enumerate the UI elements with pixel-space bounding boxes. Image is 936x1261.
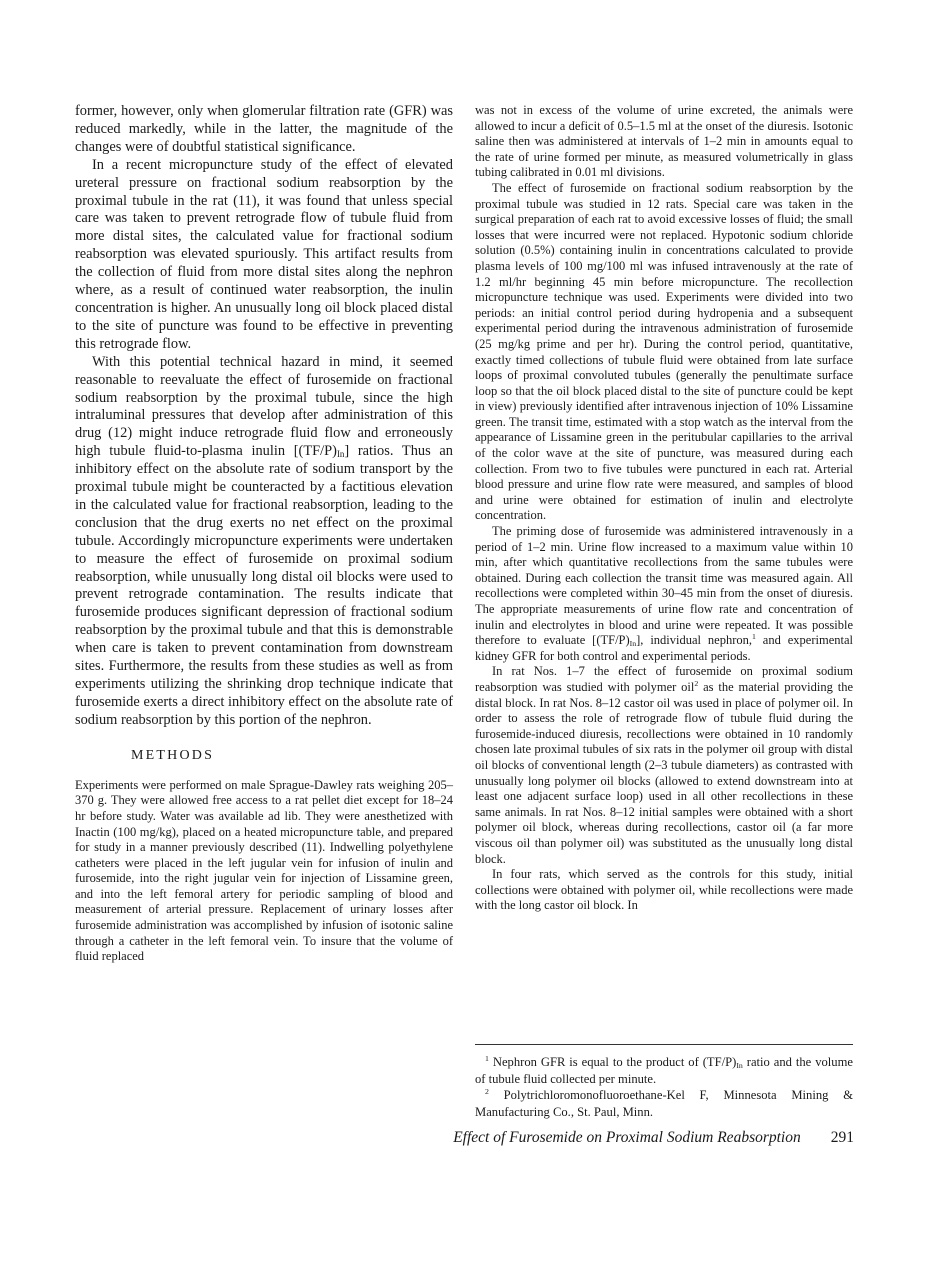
paragraph-methods-animals: Experiments were performed on male Sprague-Dawley rats weighing 205–370 g. They were allowed free access to a rat pellet diet except for 18–24 hr before study. Water was available ad lib. They were anesthetized with Inactin (100 mg/kg), placed on a heated micropuncture table, and prepared for study in a manner previously described (11). Indwelling polyethylene catheters were placed in the left jugular vein for infusion of inulin and furosemide, into the right jugular vein for injection of Lissamine green, and into the left femoral artery for periodic sampling of blood and measurement of arterial pressure. Replacement of urinary losses after furosemide administration was accomplished by infusion of isotonic saline through a catheter in the left femoral vein. To insure that the volume of fluid replaced bbox=[75, 777, 453, 964]
paragraph-text: as the material providing the distal block. In rat Nos. 8–12 castor oil was used in place of polymer oil. In order to assess the role of retrograde flow of tubule fluid during the furosemide-induced diuresis, recollections were obtained in 10 randomly chosen late proximal tubules of six rats in the polymer oil group with distal oil blocks of conventional length (2–3 tubule diameters) as contrasted with unusually long polymer oil blocks (allowed to extend downstream into at least one adjacent surface loop) used in all other recollections in these same animals. In rat Nos. 8–12 initial samples were obtained with a short polymer oil block, whereas during recollections, castor oil (a far more viscous oil than polymer oil) was substituted as the unusually long distal block. bbox=[475, 679, 853, 866]
paragraph-text: ] ratios. Thus an inhibitory effect on the absolute rate of sodium transport by the proximal tubule might be counteracted by a factitious elevation in the calculated value for fractional reabsorption, leading to the conclusion that the drug exerts no net effect on the proximal tubule. Accordingly micropuncture experiments were undertaken to measure the effect of furosemide on proximal sodium reabsorption, while unusually long distal oil blocks were used to prevent retrograde contamination. The results indicate that furosemide produces significant depression of fractional sodium reabsorption by the proximal tubule and that this is demonstrable when care is taken to prevent contamination from downstream sites. Furthermore, the results from these studies as well as from experiments utilizing the shrinking drop technique indicate that furosemide exerts a direct inhibitory effect on the absolute rate of sodium reabsorption by this portion of the nephron. bbox=[75, 443, 453, 728]
paragraph-text: The priming dose of furosemide was administered intravenously in a period of 1–2 min. Urine flow increased to a maximum value within 10 min, after which quantitative recollections from the same tubules were obtained. During each collection the transit time was measured again. All recollections were completed within 30–45 min from the onset of diuresis. The appropriate measurements of urine flow rate and concentration of inulin and electrolytes in blood and urine were repeated. It was possible therefore to evaluate [(TF/P) bbox=[475, 524, 853, 648]
paragraph-ureteral-pressure: In a recent micropuncture study of the effect of elevated ureteral pressure on fractional sodium reabsorption by the proximal tubule in the rat (11), it was found that unless special care was taken to prevent retrograde flow of tubule fluid from more distal sites, the calculated value for fractional sodium reabsorption was elevated spuriously. This artifact results from the collection of fluid from more distal sites along the nephron where, as a result of continued water reabsorption, the inulin concentration is higher. An unusually long oil block placed distal to the site of puncture was found to be effective in preventing this retrograde flow. bbox=[75, 156, 453, 352]
running-footer bbox=[453, 1129, 854, 1147]
footnote-1 bbox=[475, 1054, 853, 1087]
footnote-text: Polytrichloromonofluoroethane-Kel F, Minnesota Mining & Manufacturing Co., St. Paul, Minn. bbox=[475, 1088, 853, 1119]
footnote-mark-2: 2 bbox=[485, 1087, 489, 1096]
paragraph-priming-dose bbox=[475, 524, 853, 664]
paragraph-control-rats: In four rats, which served as the controls for this study, initial collections were obtained with polymer oil, while recollections were made with the long castor oil block. In bbox=[475, 867, 853, 913]
running-title: Effect of Furosemide on Proximal Sodium Reabsorption bbox=[453, 1129, 801, 1146]
right-column bbox=[475, 103, 853, 914]
paragraph-study-design: The effect of furosemide on fractional sodium reabsorption by the proximal tubule was studied in 12 rats. Special care was taken in the surgical preparation of each rat to avoid excessive losses of fluid; the small losses that were incurred were not replaced. Hypotonic sodium chloride solution (0.5%) containing inulin in concentrations calculated to provide plasma levels of 100 mg/100 ml was infused intravenously at the rate of 1.2 ml/hr beginning 45 min before micropuncture. The recollection micropuncture technique was used. Experiments were divided into two periods: an initial control period during hydropenia and a subsequent experimental period during the intravenous administration of furosemide (25 mg/kg prime and per hr). During the control period, quantitative, exactly timed collections of tubule fluid were obtained from late surface loops of proximal convoluted tubules (generally the penultimate surface loop so that the oil block placed distal to the site of puncture could be kept in view) previously identified after intravenous injection of 10% Lissamine green. The transit time, estimated with a stop watch as the interval from the appearance of Lissamine green in the peritubular capillaries to the arrival of the color wave at the site of puncture, was measured during each collection. From two to five tubules were punctured in each rat. Arterial blood pressure and urine flow rate were measured, and samples of blood and urine were obtained for estimation of inulin and electrolyte concentration. bbox=[475, 180, 853, 523]
page-number: 291 bbox=[830, 1129, 854, 1146]
footnote-text: ratio and the volume of tubule fluid collected per minute. bbox=[475, 1055, 853, 1086]
subscript-in: In bbox=[629, 638, 637, 648]
footnote-ref-2: 2 bbox=[694, 678, 699, 688]
paragraph-text: In rat Nos. 1–7 the effect of furosemide on proximal sodium reabsorption was studied with polymer oil bbox=[475, 664, 853, 694]
paragraph-saline-replacement: was not in excess of the volume of urine excreted, the animals were allowed to incur a deficit of 0.5–1.5 ml at the onset of the diuresis. Isotonic saline then was administered at intervals of 1–2 min in amounts equal to the rate of urine formed per minute, as measured volumetrically in glass tubing calibrated in 0.01 ml divisions. bbox=[475, 103, 853, 180]
paragraph-furosemide-rationale bbox=[75, 354, 453, 730]
footnote-ref-1: 1 bbox=[752, 632, 756, 642]
paragraph-oil-blocks bbox=[475, 664, 853, 867]
paragraph-text: ], individual nephron, bbox=[636, 633, 753, 648]
footnote-text: Nephron GFR is equal to the product of (TF/P) bbox=[488, 1055, 737, 1069]
paragraph-text: and experimental kidney GFR for both control and experimental periods. bbox=[475, 633, 853, 663]
footnote-mark-1: 1 bbox=[485, 1053, 489, 1063]
subscript-in: In bbox=[736, 1060, 743, 1070]
section-heading-methods: METHODS bbox=[131, 747, 215, 763]
left-column bbox=[75, 103, 453, 965]
subscript-in: In bbox=[336, 449, 345, 459]
paragraph-text: With this potential technical hazard in mind, it seemed reasonable to reevaluate the effect of furosemide on fractional sodium reabsorption by the proximal tubule, since the high intraluminal pressures that develop after administration of this drug (12) might induce retrograde fluid flow and erroneously high tubule fluid-to-plasma inulin [(TF/P) bbox=[75, 353, 453, 460]
footnote-2 bbox=[475, 1087, 853, 1120]
footnotes bbox=[475, 1044, 853, 1120]
paragraph-intro-continued: former, however, only when glomerular filtration rate (GFR) was reduced markedly, while in the latter, the magnitude of the changes were of doubtful statistical significance. bbox=[75, 103, 453, 155]
